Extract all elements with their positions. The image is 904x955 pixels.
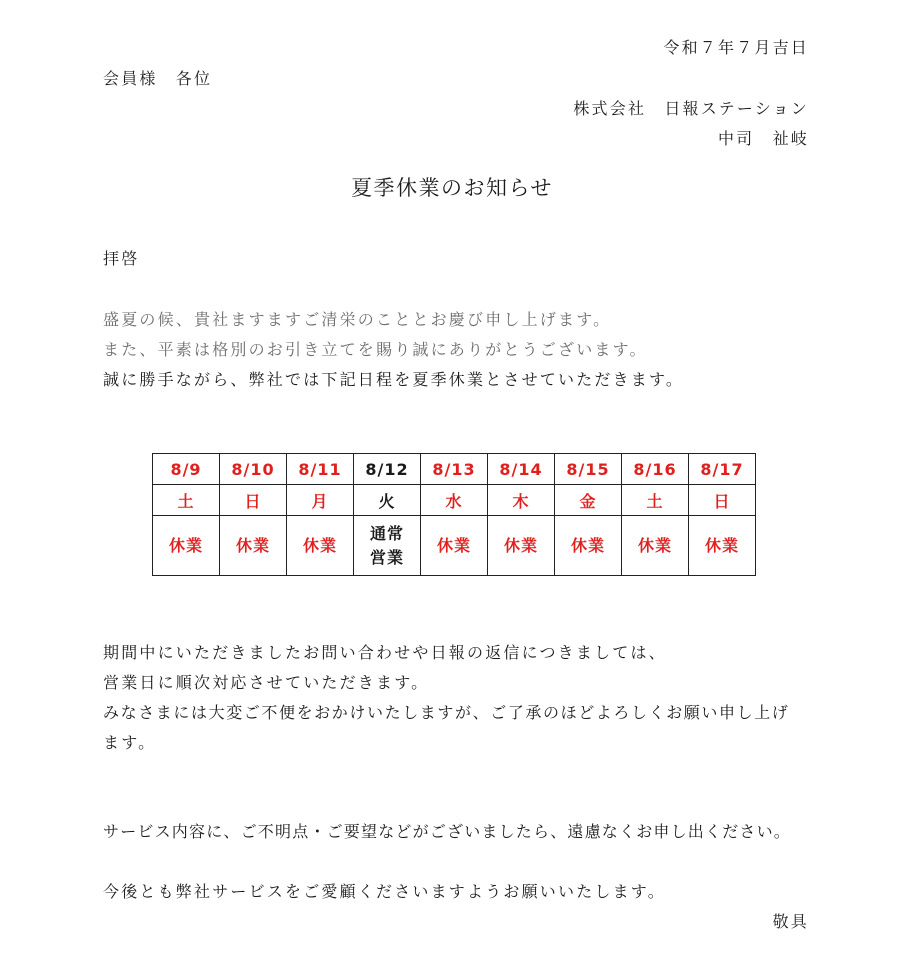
contact-line: サービス内容に、ご不明点・ご要望などがございましたら、遠慮なくお申し出ください。: [103, 822, 792, 841]
holiday-schedule-table: [152, 453, 756, 576]
status-cell: 休業: [555, 516, 622, 576]
status-cell: 休業: [689, 516, 756, 576]
weekday-cell: 土: [622, 485, 689, 516]
body-line-2: 営業日に順次対応させていただきます。: [103, 673, 430, 692]
date-cell: 8/11: [287, 454, 354, 485]
weekday-cell: 土: [153, 485, 220, 516]
weekday-cell: 日: [689, 485, 756, 516]
closing-line: 今後とも弊社サービスをご愛顧くださいますようお願いいたします。: [103, 882, 666, 901]
date-cell: 8/14: [488, 454, 555, 485]
date-cell: 8/9: [153, 454, 220, 485]
sender-name: 中司 祉岐: [717, 129, 809, 148]
date-cell: 8/10: [220, 454, 287, 485]
status-cell: 休業: [488, 516, 555, 576]
schedule-date-row: [153, 454, 756, 485]
greeting-close: 敬具: [772, 912, 809, 931]
date-cell: 8/15: [555, 454, 622, 485]
body-line-1: 期間中にいただきましたお問い合わせや日報の返信につきましては、: [103, 643, 667, 662]
weekday-cell: 日: [220, 485, 287, 516]
status-cell: 休業: [421, 516, 488, 576]
status-cell-open: [354, 516, 421, 576]
weekday-cell: 金: [555, 485, 622, 516]
body-line-4: ます。: [103, 733, 157, 752]
status-open-line-1: 通常: [369, 523, 404, 543]
date-cell: 8/13: [421, 454, 488, 485]
body-line-3: みなさまには大変ご不便をおかけいたしますが、ご了承のほどよろしくお願い申し上げ: [103, 703, 790, 722]
intro-line-2: また、平素は格別のお引き立てを賜り誠にありがとうございます。: [103, 340, 648, 359]
status-open-line-2: 営業: [369, 547, 404, 567]
weekday-cell: 水: [421, 485, 488, 516]
schedule-weekday-row: [153, 485, 756, 516]
intro-line-1: 盛夏の候、貴社ますますご清栄のこととお慶び申し上げます。: [103, 310, 612, 329]
status-cell: 休業: [153, 516, 220, 576]
date-cell: 8/12: [354, 454, 421, 485]
weekday-cell: 火: [354, 485, 421, 516]
issue-date: 令和７年７月吉日: [663, 38, 809, 57]
recipient: 会員様 各位: [103, 69, 213, 88]
schedule-status-row: [153, 516, 756, 576]
status-cell: 休業: [287, 516, 354, 576]
greeting-open: 拝啓: [103, 249, 140, 268]
date-cell: 8/17: [689, 454, 756, 485]
page-title: 夏季休業のお知らせ: [351, 176, 553, 200]
company-name: 株式会社 日報ステーション: [573, 99, 809, 118]
status-cell: 休業: [622, 516, 689, 576]
date-cell: 8/16: [622, 454, 689, 485]
weekday-cell: 月: [287, 485, 354, 516]
intro-line-3: 誠に勝手ながら、弊社では下記日程を夏季休業とさせていただきます。: [103, 370, 685, 389]
status-cell: 休業: [220, 516, 287, 576]
weekday-cell: 木: [488, 485, 555, 516]
